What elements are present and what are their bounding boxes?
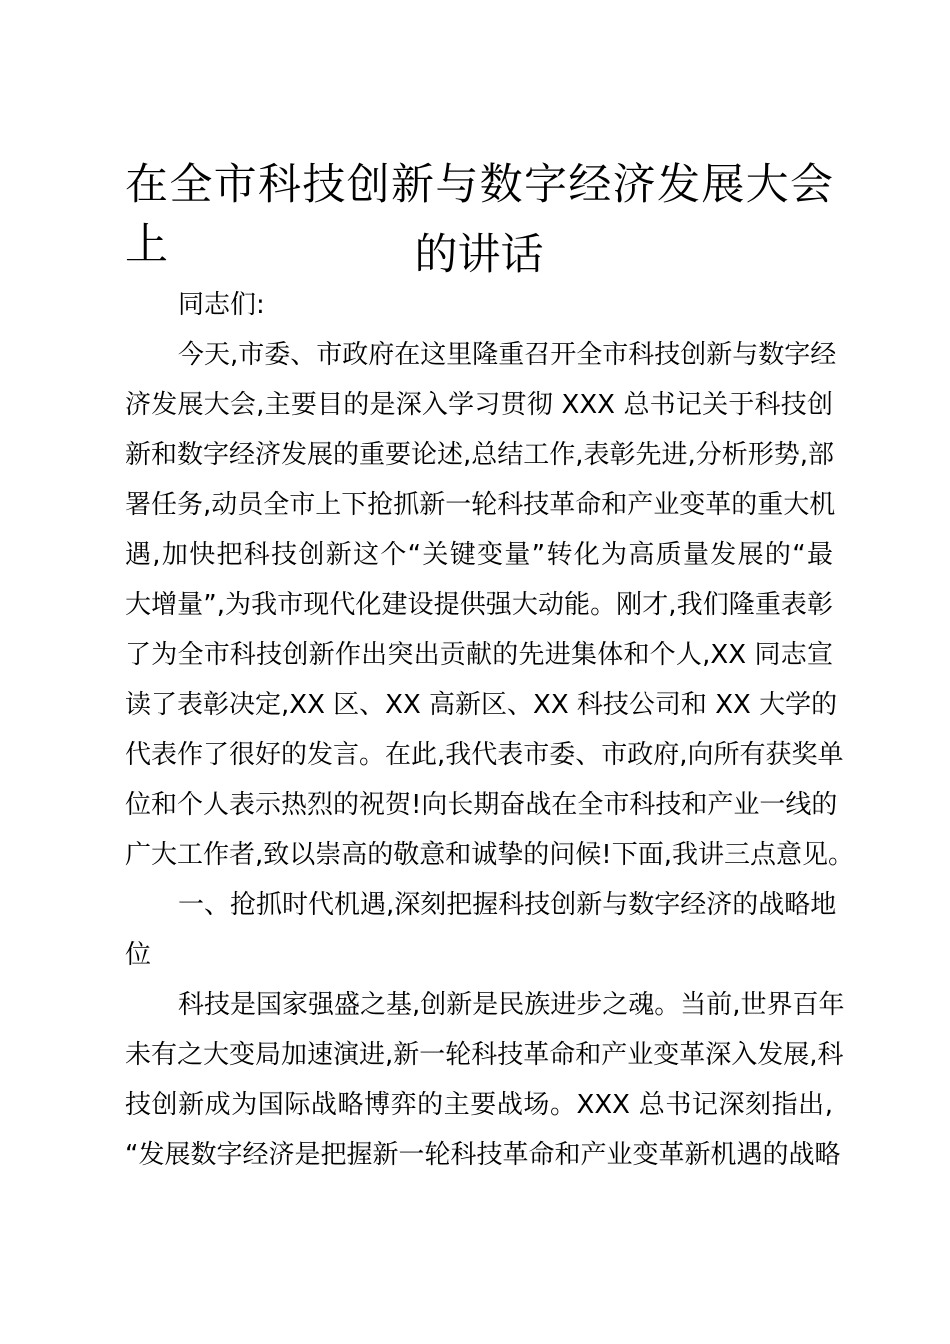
paragraph-line: 济发展大会,主要目的是深入学习贯彻 XXX 总书记关于科技创 <box>125 390 833 420</box>
paragraph-line: 代表作了很好的发言。在此,我代表市委、市政府,向所有获奖单 <box>125 740 844 770</box>
paragraph-line: 读了表彰决定,XX 区、XX 高新区、XX 科技公司和 XX 大学的 <box>125 690 838 720</box>
heading-line: 一、抢抓时代机遇,深刻把握科技创新与数字经济的战略地 <box>178 890 837 920</box>
salutation: 同志们: <box>178 290 265 320</box>
paragraph-line: 了为全市科技创新作出突出贡献的先进集体和个人,XX 同志宣 <box>125 640 833 670</box>
heading-line: 位 <box>125 940 152 970</box>
paragraph-line: 署任务,动员全市上下抢抓新一轮科技革命和产业变革的重大机 <box>125 490 836 520</box>
paragraph-line: 位和个人表示热烈的祝贺!向长期奋战在全市科技和产业一线的 <box>125 790 838 820</box>
paragraph-line: 大增量”,为我市现代化建设提供强大动能。刚才,我们隆重表彰 <box>125 590 833 620</box>
paragraph-line: “发展数字经济是把握新一轮科技革命和产业变革新机遇的战略 <box>125 1140 841 1170</box>
document-title-line-2: 的讲话 <box>414 230 544 280</box>
paragraph-line: 新和数字经济发展的重要论述,总结工作,表彰先进,分析形势,部 <box>125 440 835 470</box>
paragraph-line: 广大工作者,致以崇高的敬意和诚挚的问候!下面,我讲三点意见。 <box>125 840 854 870</box>
paragraph-line: 技创新成为国际战略博弈的主要战场。XXX 总书记深刻指出, <box>125 1090 833 1120</box>
document-title-line-1: 在全市科技创新与数字经济发展大会上 <box>125 160 833 270</box>
paragraph-line: 未有之大变局加速演进,新一轮科技革命和产业变革深入发展,科 <box>125 1040 844 1070</box>
paragraph-line: 遇,加快把科技创新这个“关键变量”转化为高质量发展的“最 <box>125 540 833 570</box>
paragraph-line: 今天,市委、市政府在这里隆重召开全市科技创新与数字经 <box>178 340 837 370</box>
paragraph-line: 科技是国家强盛之基,创新是民族进步之魂。当前,世界百年 <box>178 990 845 1020</box>
